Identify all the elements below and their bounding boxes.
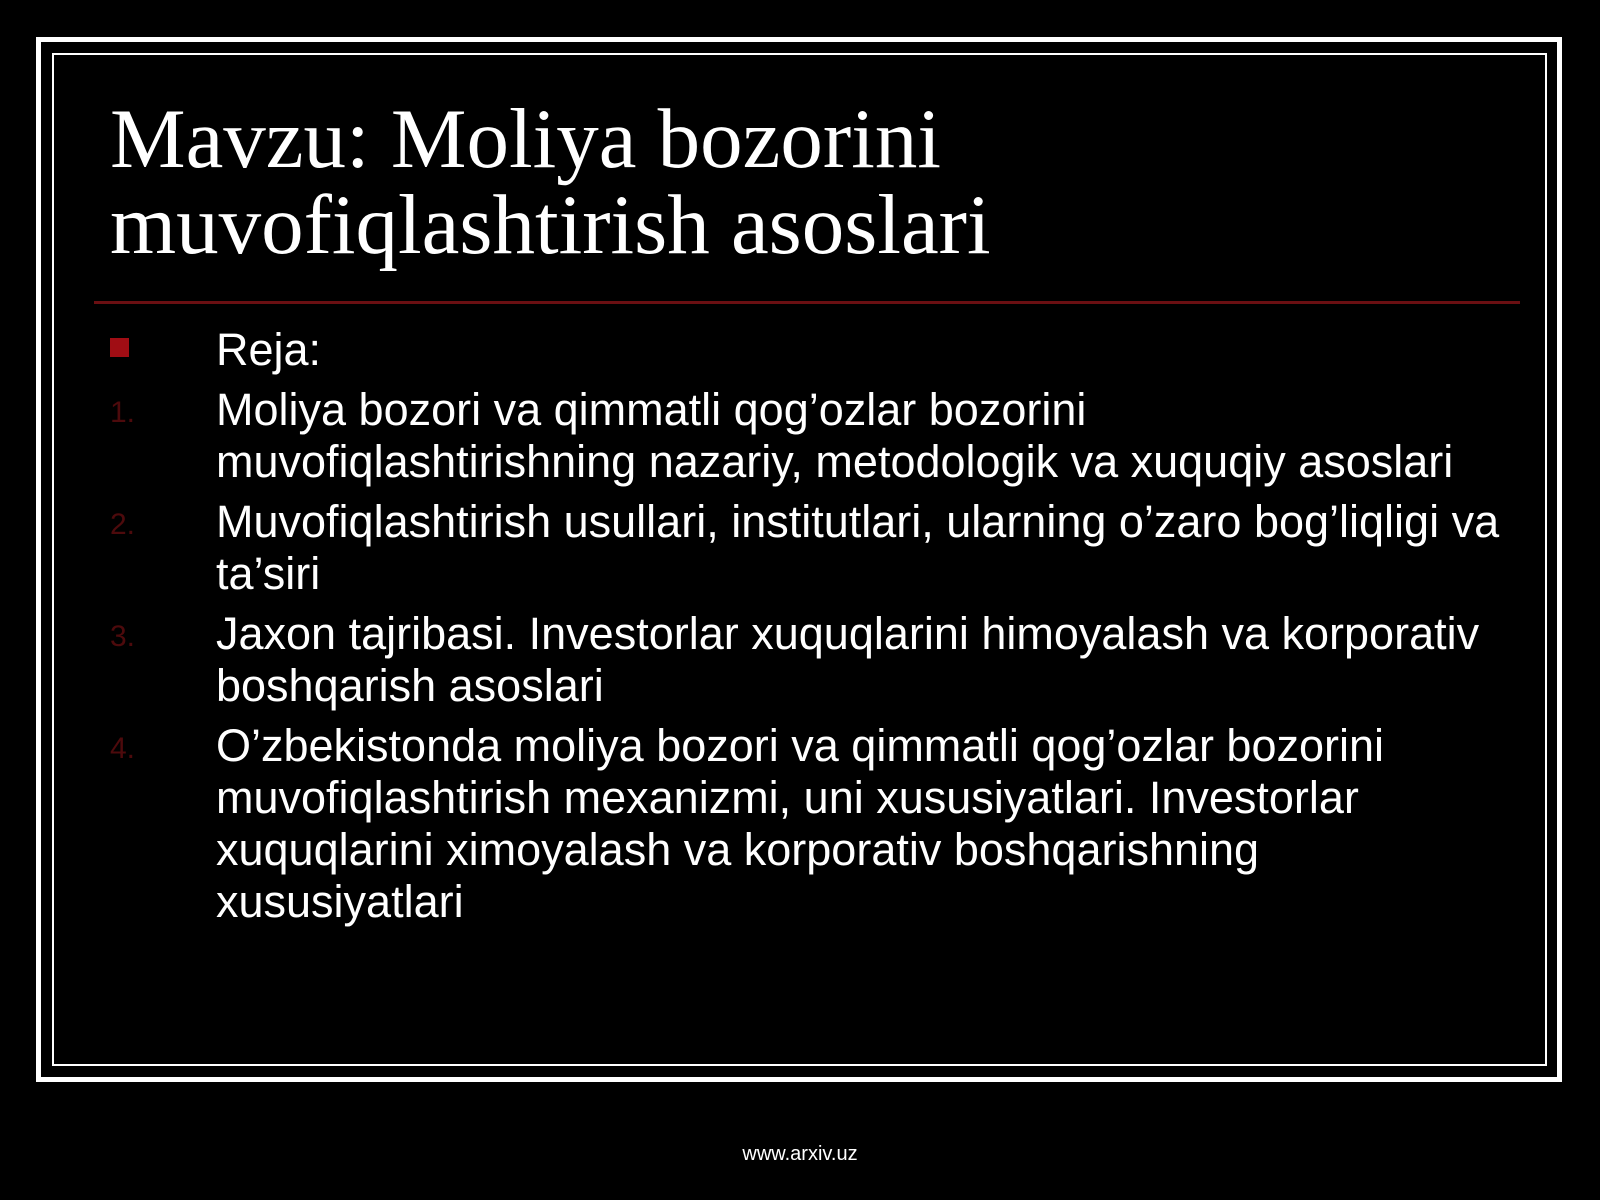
outline-item-3: [0, 608, 1600, 712]
outline-item-2: [0, 496, 1600, 600]
item-text: Moliya bozori va qimmatli qog’ozlar bozorini muvofiqlashtirishning nazariy, metodologik va xuquqiy asoslari: [216, 384, 1454, 487]
title-divider: [94, 301, 1520, 304]
item-text: Muvofiqlashtirish usullari, institutlari, ularning o’zaro bog’liqligi va ta’siri: [216, 496, 1500, 599]
footer-url: www.arxiv.uz: [742, 1143, 858, 1165]
item-text: O’zbekistonda moliya bozori va qimmatli qog’ozlar bozorini muvofiqlashtirish mexanizmi, uni xususiyatlari. Investorlar xuquqlarini ximoyalash va korporativ boshqarishning xususiyatlari: [216, 720, 1385, 927]
slide-title: [110, 92, 1490, 272]
outline-item-1: [0, 384, 1600, 488]
outline-heading: [0, 324, 1600, 376]
slide-title-line-1: Mavzu: Moliya bozorini: [110, 92, 941, 186]
item-number: 2.: [110, 508, 136, 541]
item-number: 1.: [110, 396, 136, 429]
slide-title-line-2: muvofiqlashtirish asoslari: [110, 178, 991, 272]
item-number: 3.: [110, 620, 136, 653]
outline-item-4: [0, 720, 1600, 928]
item-number: 4.: [110, 732, 136, 765]
outline-list: [0, 324, 1600, 936]
square-bullet-icon: [110, 338, 129, 357]
item-text: Jaxon tajribasi. Investorlar xuquqlarini himoyalash va korporativ boshqarish asoslari: [216, 608, 1480, 711]
outline-heading-text: Reja:: [216, 324, 322, 375]
